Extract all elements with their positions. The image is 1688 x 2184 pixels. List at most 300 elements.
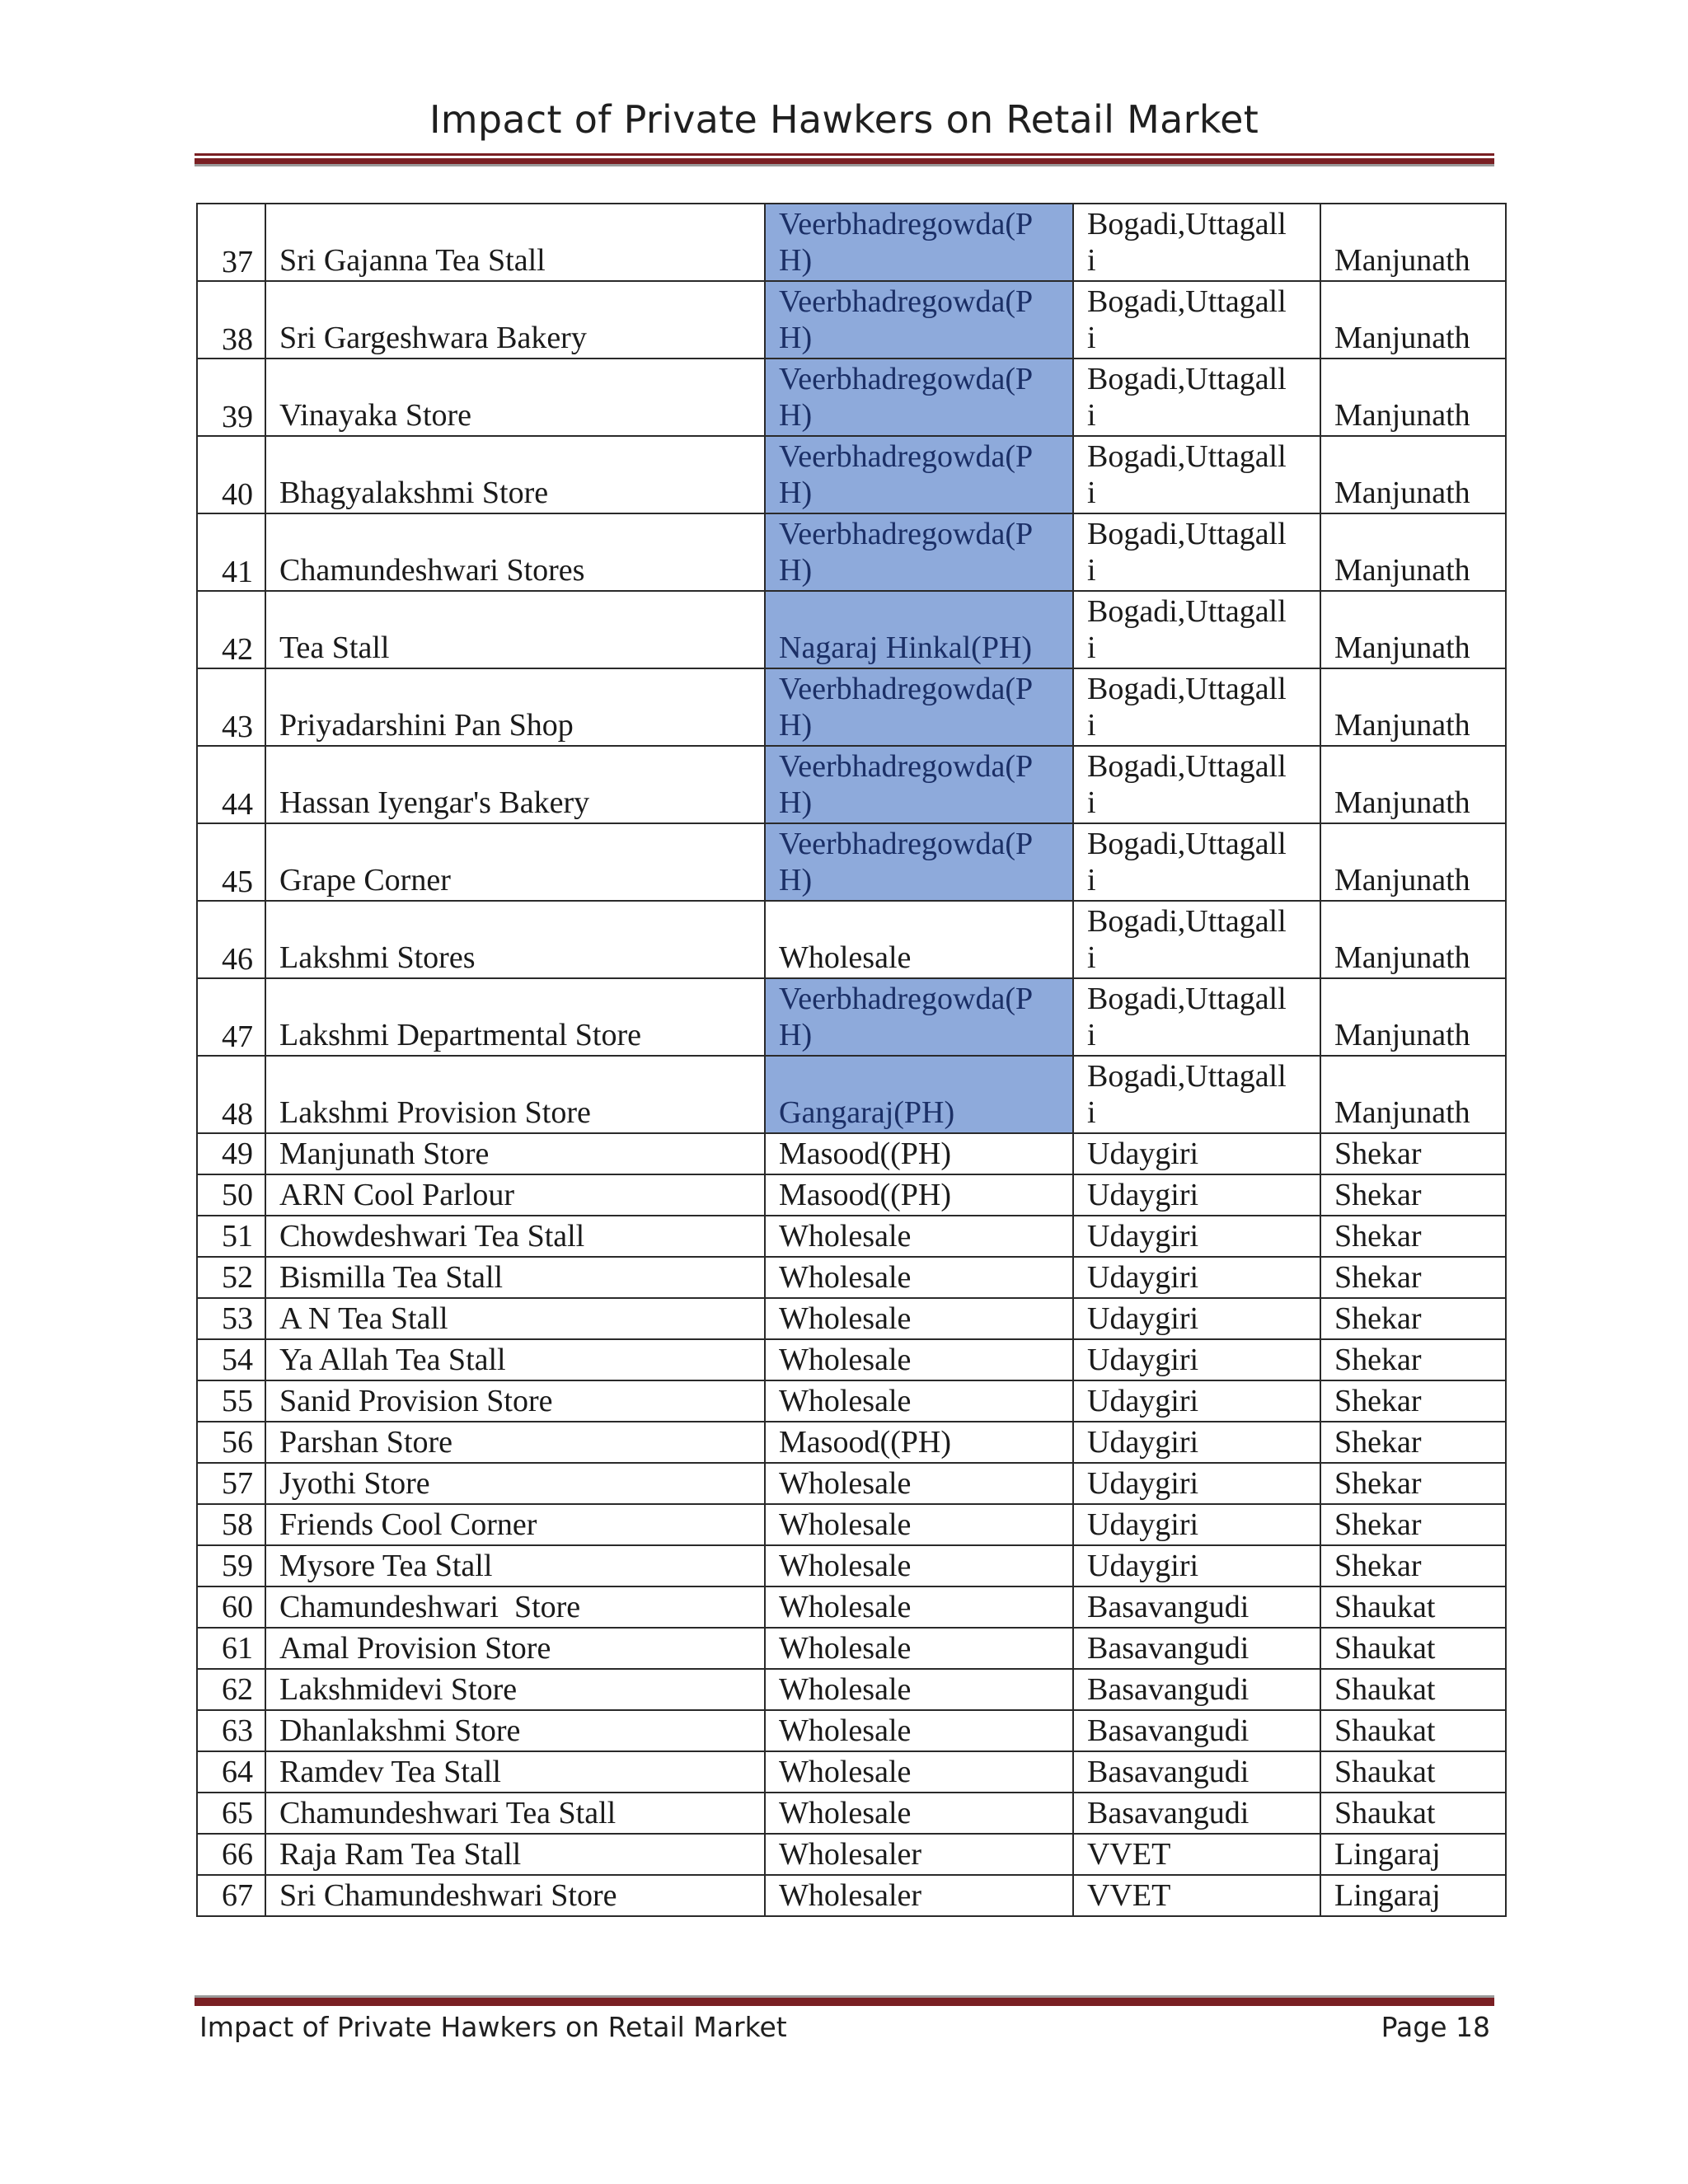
cell-area-text: Udaygiri — [1087, 1178, 1199, 1212]
cell-store-name-text: Manjunath Store — [279, 1137, 490, 1171]
cell-supplier — [765, 1133, 1073, 1174]
cell-person-text: Shekar — [1334, 1260, 1422, 1295]
cell-supplier — [765, 1793, 1073, 1834]
cell-supplier — [765, 1463, 1073, 1504]
cell-number-text: 57 — [222, 1466, 253, 1501]
cell-store-name-text: Parshan Store — [279, 1425, 453, 1460]
cell-supplier-text: Veerbhadregowda(P H) — [779, 362, 1034, 433]
cell-area-text: Bogadi,Uttagall i — [1087, 362, 1287, 433]
cell-store-name — [265, 436, 765, 513]
cell-area-text: Udaygiri — [1087, 1507, 1199, 1542]
table-row — [197, 436, 1506, 513]
cell-number-text: 59 — [222, 1549, 253, 1583]
table-row — [197, 901, 1506, 978]
cell-person — [1320, 1380, 1506, 1422]
cell-supplier-text: Wholesale — [779, 1631, 912, 1666]
cell-number-text: 40 — [222, 477, 253, 512]
cell-supplier — [765, 1751, 1073, 1793]
cell-area-text: Udaygiri — [1087, 1219, 1199, 1254]
cell-supplier — [765, 204, 1073, 281]
cell-supplier-text: Gangaraj(PH) — [779, 1095, 955, 1130]
cell-area-text: Bogadi,Uttagall i — [1087, 594, 1287, 665]
cell-supplier — [765, 1834, 1073, 1875]
cell-number-text: 47 — [222, 1019, 253, 1054]
cell-supplier — [765, 1586, 1073, 1628]
cell-area-text: Basavangudi — [1087, 1755, 1250, 1789]
cell-store-name — [265, 901, 765, 978]
cell-number — [197, 1628, 265, 1669]
cell-store-name — [265, 204, 765, 281]
cell-store-name — [265, 1339, 765, 1380]
cell-number — [197, 901, 265, 978]
cell-number — [197, 1875, 265, 1916]
table-row — [197, 1380, 1506, 1422]
cell-person — [1320, 1133, 1506, 1174]
table-row — [197, 513, 1506, 591]
cell-supplier-text: Wholesale — [779, 1713, 912, 1748]
cell-person — [1320, 1875, 1506, 1916]
cell-area-text: Bogadi,Uttagall i — [1087, 439, 1287, 510]
cell-area — [1073, 436, 1320, 513]
table-row — [197, 1216, 1506, 1257]
cell-store-name — [265, 1056, 765, 1133]
cell-supplier-text: Veerbhadregowda(P H) — [779, 982, 1034, 1052]
cell-store-name-text: Raja Ram Tea Stall — [279, 1837, 522, 1872]
cell-supplier-text: Wholesale — [779, 1384, 912, 1418]
cell-number — [197, 1133, 265, 1174]
cell-area — [1073, 901, 1320, 978]
table-row — [197, 1298, 1506, 1339]
cell-person-text: Shekar — [1334, 1178, 1422, 1212]
cell-supplier-text: Wholesale — [779, 1343, 912, 1377]
table-row — [197, 1586, 1506, 1628]
table-row — [197, 1257, 1506, 1298]
cell-area-text: Bogadi,Uttagall i — [1087, 982, 1287, 1052]
cell-person — [1320, 1669, 1506, 1710]
cell-number-text: 54 — [222, 1343, 253, 1377]
cell-supplier-text: Masood((PH) — [779, 1137, 951, 1171]
cell-person — [1320, 359, 1506, 436]
cell-number-text: 39 — [222, 400, 253, 434]
cell-store-name-text: Chamundeshwari Store — [279, 1590, 581, 1624]
cell-area — [1073, 668, 1320, 746]
cell-area-text: Udaygiri — [1087, 1466, 1199, 1501]
cell-supplier — [765, 1380, 1073, 1422]
cell-area-text: Bogadi,Uttagall i — [1087, 517, 1287, 588]
cell-area-text: Bogadi,Uttagall i — [1087, 904, 1287, 975]
cell-store-name — [265, 1586, 765, 1628]
cell-number — [197, 1298, 265, 1339]
table-row — [197, 1710, 1506, 1751]
cell-store-name-text: Bhagyalakshmi Store — [279, 476, 549, 510]
cell-person — [1320, 281, 1506, 359]
cell-number — [197, 823, 265, 901]
cell-area-text: Bogadi,Uttagall i — [1087, 1059, 1287, 1130]
cell-store-name — [265, 1875, 765, 1916]
cell-supplier-text: Wholesale — [779, 1507, 912, 1542]
footer-rule-thin — [195, 2004, 1494, 2006]
cell-number — [197, 359, 265, 436]
cell-store-name — [265, 823, 765, 901]
page-number: Page 18 — [1381, 2011, 1490, 2043]
cell-area — [1073, 1875, 1320, 1916]
cell-supplier-text: Wholesale — [779, 1796, 912, 1830]
cell-store-name-text: Vinayaka Store — [279, 398, 472, 433]
cell-store-name — [265, 1380, 765, 1422]
cell-person-text: Shaukat — [1334, 1755, 1436, 1789]
cell-area — [1073, 1504, 1320, 1545]
table-row — [197, 281, 1506, 359]
cell-area-text: VVET — [1087, 1878, 1171, 1913]
cell-person-text: Shekar — [1334, 1343, 1422, 1377]
cell-area — [1073, 1751, 1320, 1793]
table-row — [197, 204, 1506, 281]
cell-supplier-text: Wholesale — [779, 1301, 912, 1336]
cell-area — [1073, 1174, 1320, 1216]
cell-number-text: 65 — [222, 1796, 253, 1830]
cell-store-name — [265, 281, 765, 359]
cell-supplier — [765, 978, 1073, 1056]
cell-number-text: 52 — [222, 1260, 253, 1295]
cell-store-name — [265, 1751, 765, 1793]
cell-person — [1320, 1834, 1506, 1875]
cell-area — [1073, 1133, 1320, 1174]
cell-store-name-text: Sri Gajanna Tea Stall — [279, 243, 546, 278]
cell-number-text: 45 — [222, 865, 253, 899]
cell-supplier-text: Wholesale — [779, 1219, 912, 1254]
cell-area — [1073, 359, 1320, 436]
cell-number-text: 58 — [222, 1507, 253, 1542]
cell-area — [1073, 1628, 1320, 1669]
cell-store-name-text: Dhanlakshmi Store — [279, 1713, 521, 1748]
cell-number — [197, 1834, 265, 1875]
table-row — [197, 1793, 1506, 1834]
cell-supplier — [765, 1174, 1073, 1216]
cell-number-text: 46 — [222, 942, 253, 977]
cell-number-text: 38 — [222, 322, 253, 357]
cell-person-text: Shekar — [1334, 1384, 1422, 1418]
cell-area — [1073, 1463, 1320, 1504]
cell-number — [197, 513, 265, 591]
cell-store-name — [265, 1422, 765, 1463]
cell-store-name — [265, 1793, 765, 1834]
cell-supplier — [765, 1298, 1073, 1339]
cell-person — [1320, 746, 1506, 823]
cell-supplier-text: Wholesale — [779, 1549, 912, 1583]
cell-number — [197, 1751, 265, 1793]
cell-area — [1073, 1710, 1320, 1751]
cell-area — [1073, 823, 1320, 901]
cell-person — [1320, 901, 1506, 978]
cell-area-text: Udaygiri — [1087, 1301, 1199, 1336]
cell-store-name — [265, 1545, 765, 1586]
cell-number-text: 49 — [222, 1137, 253, 1171]
cell-person-text: Manjunath — [1334, 1095, 1470, 1130]
cell-store-name — [265, 1504, 765, 1545]
cell-person-text: Shaukat — [1334, 1713, 1436, 1748]
cell-area — [1073, 1298, 1320, 1339]
cell-number — [197, 281, 265, 359]
cell-number-text: 50 — [222, 1178, 253, 1212]
cell-person-text: Lingaraj — [1334, 1878, 1441, 1913]
cell-number-text: 66 — [222, 1837, 253, 1872]
cell-person — [1320, 668, 1506, 746]
cell-person — [1320, 513, 1506, 591]
cell-area-text: Bogadi,Uttagall i — [1087, 207, 1287, 278]
cell-area — [1073, 1380, 1320, 1422]
cell-supplier — [765, 901, 1073, 978]
cell-store-name — [265, 1216, 765, 1257]
cell-store-name — [265, 1669, 765, 1710]
cell-supplier — [765, 1545, 1073, 1586]
cell-store-name-text: Sanid Provision Store — [279, 1384, 553, 1418]
cell-store-name — [265, 1298, 765, 1339]
cell-person — [1320, 1422, 1506, 1463]
cell-store-name — [265, 1710, 765, 1751]
cell-number — [197, 978, 265, 1056]
cell-store-name-text: Lakshmi Provision Store — [279, 1095, 591, 1130]
cell-person — [1320, 1298, 1506, 1339]
cell-area-text: Bogadi,Uttagall i — [1087, 749, 1287, 820]
cell-area — [1073, 591, 1320, 668]
cell-person-text: Shekar — [1334, 1549, 1422, 1583]
cell-store-name — [265, 1463, 765, 1504]
cell-person — [1320, 978, 1506, 1056]
cell-number — [197, 1545, 265, 1586]
cell-number — [197, 591, 265, 668]
cell-supplier — [765, 591, 1073, 668]
cell-number-text: 56 — [222, 1425, 253, 1460]
cell-number-text: 55 — [222, 1384, 253, 1418]
cell-supplier-text: Wholesale — [779, 1260, 912, 1295]
cell-person-text: Manjunath — [1334, 1018, 1470, 1052]
cell-store-name — [265, 1174, 765, 1216]
cell-area — [1073, 513, 1320, 591]
cell-area — [1073, 204, 1320, 281]
cell-store-name-text: ARN Cool Parlour — [279, 1178, 514, 1212]
cell-person-text: Shaukat — [1334, 1672, 1436, 1707]
cell-person-text: Manjunath — [1334, 243, 1470, 278]
cell-area — [1073, 1586, 1320, 1628]
cell-number — [197, 204, 265, 281]
cell-supplier — [765, 359, 1073, 436]
cell-store-name-text: A N Tea Stall — [279, 1301, 448, 1336]
cell-supplier-text: Wholesale — [779, 1590, 912, 1624]
cell-number-text: 60 — [222, 1590, 253, 1624]
cell-area-text: Udaygiri — [1087, 1384, 1199, 1418]
cell-area — [1073, 1339, 1320, 1380]
cell-person — [1320, 1545, 1506, 1586]
cell-supplier-text: Veerbhadregowda(P H) — [779, 672, 1034, 743]
table-row — [197, 1339, 1506, 1380]
cell-person — [1320, 1793, 1506, 1834]
cell-supplier — [765, 281, 1073, 359]
cell-person — [1320, 436, 1506, 513]
table-row — [197, 1056, 1506, 1133]
cell-store-name-text: Chamundeshwari Tea Stall — [279, 1796, 617, 1830]
cell-number — [197, 1339, 265, 1380]
cell-person-text: Manjunath — [1334, 398, 1470, 433]
cell-supplier-text: Veerbhadregowda(P H) — [779, 284, 1034, 355]
cell-supplier-text: Masood((PH) — [779, 1178, 951, 1212]
page-header-title: Impact of Private Hawkers on Retail Market — [429, 97, 1259, 142]
cell-person-text: Manjunath — [1334, 476, 1470, 510]
table-row — [197, 591, 1506, 668]
header-rule-thin — [195, 153, 1494, 156]
table-row — [197, 1628, 1506, 1669]
cell-supplier — [765, 513, 1073, 591]
cell-area — [1073, 281, 1320, 359]
cell-person-text: Shekar — [1334, 1301, 1422, 1336]
cell-supplier — [765, 668, 1073, 746]
cell-number-text: 37 — [222, 245, 253, 279]
table-row — [197, 823, 1506, 901]
cell-number — [197, 1710, 265, 1751]
cell-store-name-text: Tea Stall — [279, 630, 390, 665]
cell-area — [1073, 978, 1320, 1056]
table-row — [197, 746, 1506, 823]
cell-supplier — [765, 1339, 1073, 1380]
cell-person-text: Shaukat — [1334, 1796, 1436, 1830]
cell-area-text: Basavangudi — [1087, 1796, 1250, 1830]
cell-store-name-text: Sri Gargeshwara Bakery — [279, 321, 587, 355]
cell-person — [1320, 591, 1506, 668]
cell-supplier-text: Masood((PH) — [779, 1425, 951, 1460]
cell-store-name-text: Lakshmidevi Store — [279, 1672, 518, 1707]
cell-supplier-text: Wholesale — [779, 1466, 912, 1501]
cell-number — [197, 1216, 265, 1257]
cell-store-name — [265, 1257, 765, 1298]
cell-supplier-text: Veerbhadregowda(P H) — [779, 207, 1034, 278]
cell-area — [1073, 746, 1320, 823]
cell-supplier-text: Veerbhadregowda(P H) — [779, 517, 1034, 588]
cell-supplier-text: Wholesaler — [779, 1837, 922, 1872]
cell-store-name-text: Friends Cool Corner — [279, 1507, 537, 1542]
cell-area-text: Udaygiri — [1087, 1343, 1199, 1377]
footer-title: Impact of Private Hawkers on Retail Market — [199, 2011, 787, 2043]
cell-area — [1073, 1056, 1320, 1133]
table-row — [197, 1669, 1506, 1710]
cell-supplier — [765, 1504, 1073, 1545]
cell-number-text: 41 — [222, 555, 253, 589]
cell-store-name-text: Priyadarshini Pan Shop — [279, 708, 574, 743]
cell-area-text: Udaygiri — [1087, 1137, 1199, 1171]
cell-person — [1320, 1257, 1506, 1298]
cell-person-text: Lingaraj — [1334, 1837, 1441, 1872]
cell-number — [197, 746, 265, 823]
cell-person-text: Manjunath — [1334, 785, 1470, 820]
cell-area-text: Bogadi,Uttagall i — [1087, 284, 1287, 355]
table-row — [197, 1875, 1506, 1916]
cell-supplier-text: Nagaraj Hinkal(PH) — [779, 630, 1033, 665]
cell-supplier-text: Wholesale — [779, 1672, 912, 1707]
cell-number — [197, 1422, 265, 1463]
cell-store-name — [265, 1133, 765, 1174]
cell-person-text: Manjunath — [1334, 553, 1470, 588]
cell-person — [1320, 1216, 1506, 1257]
cell-person-text: Shaukat — [1334, 1631, 1436, 1666]
cell-area-text: VVET — [1087, 1837, 1171, 1872]
cell-store-name-text: Grape Corner — [279, 863, 451, 898]
cell-area-text: Bogadi,Uttagall i — [1087, 827, 1287, 898]
cell-number — [197, 668, 265, 746]
cell-supplier — [765, 1710, 1073, 1751]
cell-person — [1320, 823, 1506, 901]
cell-supplier — [765, 1257, 1073, 1298]
cell-person-text: Manjunath — [1334, 863, 1470, 898]
cell-store-name — [265, 591, 765, 668]
cell-number-text: 51 — [222, 1219, 253, 1254]
cell-number — [197, 1504, 265, 1545]
cell-store-name-text: Mysore Tea Stall — [279, 1549, 493, 1583]
cell-person — [1320, 204, 1506, 281]
table-row — [197, 1504, 1506, 1545]
cell-store-name-text: Sri Chamundeshwari Store — [279, 1878, 617, 1913]
cell-store-name-text: Chowdeshwari Tea Stall — [279, 1219, 585, 1254]
table-row — [197, 978, 1506, 1056]
cell-store-name-text: Bismilla Tea Stall — [279, 1260, 504, 1295]
cell-supplier — [765, 746, 1073, 823]
cell-area-text: Basavangudi — [1087, 1631, 1250, 1666]
table-row — [197, 1751, 1506, 1793]
cell-area — [1073, 1669, 1320, 1710]
cell-store-name-text: Chamundeshwari Stores — [279, 553, 585, 588]
cell-number — [197, 1586, 265, 1628]
cell-person-text: Manjunath — [1334, 940, 1470, 975]
cell-supplier — [765, 1216, 1073, 1257]
cell-number-text: 67 — [222, 1878, 253, 1913]
cell-area — [1073, 1545, 1320, 1586]
cell-area — [1073, 1216, 1320, 1257]
cell-number-text: 44 — [222, 787, 253, 822]
cell-person — [1320, 1586, 1506, 1628]
cell-person-text: Manjunath — [1334, 708, 1470, 743]
cell-supplier — [765, 1669, 1073, 1710]
cell-store-name-text: Amal Provision Store — [279, 1631, 551, 1666]
cell-store-name-text: Lakshmi Departmental Store — [279, 1018, 641, 1052]
cell-number-text: 42 — [222, 632, 253, 667]
cell-number-text: 48 — [222, 1097, 253, 1132]
cell-number-text: 62 — [222, 1672, 253, 1707]
cell-supplier — [765, 1628, 1073, 1669]
cell-supplier-text: Veerbhadregowda(P H) — [779, 827, 1034, 898]
cell-store-name-text: Ya Allah Tea Stall — [279, 1343, 506, 1377]
table-row — [197, 1174, 1506, 1216]
cell-store-name — [265, 668, 765, 746]
table-row — [197, 1545, 1506, 1586]
cell-store-name — [265, 359, 765, 436]
cell-number — [197, 1257, 265, 1298]
cell-person-text: Shaukat — [1334, 1590, 1436, 1624]
cell-person-text: Shekar — [1334, 1137, 1422, 1171]
cell-store-name — [265, 513, 765, 591]
cell-supplier — [765, 436, 1073, 513]
cell-number-text: 63 — [222, 1713, 253, 1748]
cell-store-name-text: Hassan Iyengar's Bakery — [279, 785, 590, 820]
cell-person-text: Manjunath — [1334, 321, 1470, 355]
cell-person-text: Shekar — [1334, 1425, 1422, 1460]
cell-store-name-text: Jyothi Store — [279, 1466, 430, 1501]
cell-store-name — [265, 1834, 765, 1875]
cell-area — [1073, 1834, 1320, 1875]
cell-person — [1320, 1339, 1506, 1380]
footer-rule-thick — [195, 1998, 1494, 2004]
cell-supplier — [765, 1056, 1073, 1133]
cell-person-text: Shekar — [1334, 1466, 1422, 1501]
cell-supplier — [765, 1875, 1073, 1916]
cell-area-text: Basavangudi — [1087, 1713, 1250, 1748]
cell-number — [197, 1380, 265, 1422]
